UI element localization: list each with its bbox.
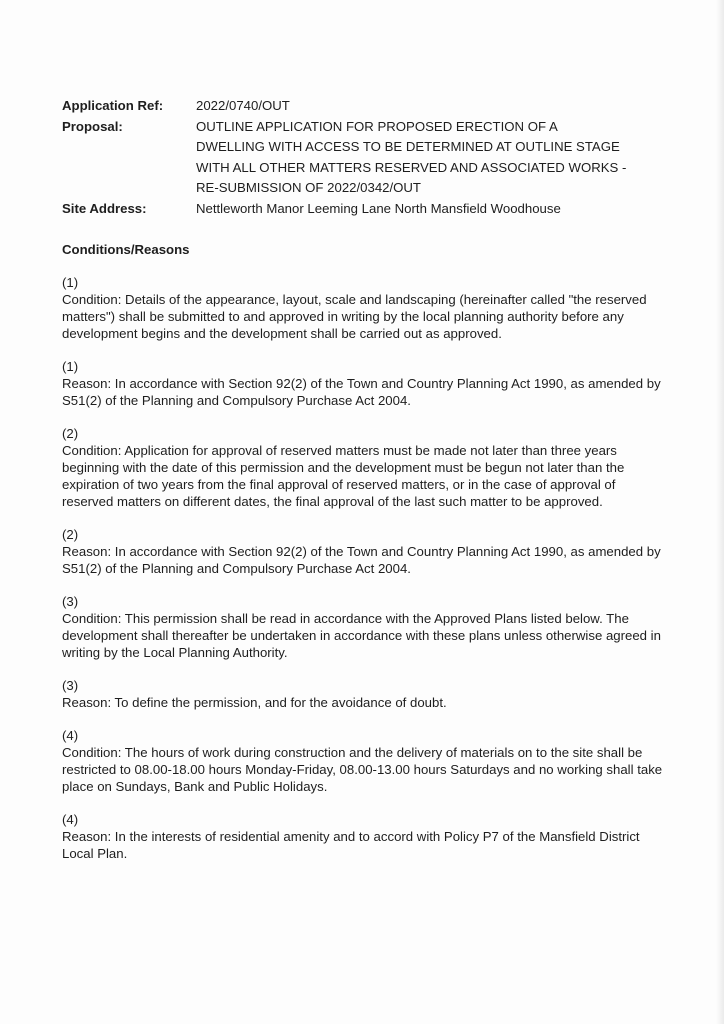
- condition-item: [62, 727, 664, 795]
- condition-item: [62, 358, 664, 409]
- header-field-value: 2022/0740/OUT: [196, 98, 290, 113]
- condition-text: Condition: The hours of work during construction and the delivery of materials on to the site shall be restricted to 08.00-18.00 hours Monday-Friday, 08.00-13.00 hours Saturdays and no working shall take place on Sundays, Bank and Public Holidays.: [62, 745, 663, 794]
- condition-number: (3): [62, 678, 79, 693]
- condition-item: [62, 677, 664, 711]
- condition-number: (2): [62, 426, 79, 441]
- condition-number: (4): [62, 728, 79, 743]
- condition-text: Reason: In accordance with Section 92(2) of the Town and Country Planning Act 1990, as amended by S51(2) of the Planning and Compulsory Purchase Act 2004.: [62, 376, 661, 408]
- condition-number: (4): [62, 812, 79, 827]
- condition-text: Reason: To define the permission, and for the avoidance of doubt.: [62, 695, 447, 710]
- header-field-label: Proposal:: [62, 118, 123, 134]
- condition-text: Reason: In accordance with Section 92(2) of the Town and Country Planning Act 1990, as amended by S51(2) of the Planning and Compulsory Purchase Act 2004.: [62, 544, 661, 576]
- header-field-label: Application Ref:: [62, 98, 164, 113]
- condition-text: Condition: Application for approval of reserved matters must be made not later than three years beginning with the date of this permission and the development must be begun not later than the expiration of two years from the final approval of reserved matters, or in the case of approval of reserved matters on different dates, the final approval of the last such matter to be approved.: [62, 443, 625, 509]
- header-field-row: [62, 199, 666, 220]
- condition-text: Condition: This permission shall be read in accordance with the Approved Plans listed below. The development shall thereafter be undertaken in accordance with these plans unless otherwise agreed in writing by the Local Planning Authority.: [62, 611, 661, 660]
- header-field-value: OUTLINE APPLICATION FOR PROPOSED ERECTION OF A DWELLING WITH ACCESS TO BE DETERMINED AT OUTLINE STAGE WITH ALL OTHER MATTERS RESERVED AND ASSOCIATED WORKS - RE-SUBMISSION OF 2022/0342/OUT: [196, 118, 627, 195]
- condition-item: [62, 425, 664, 510]
- condition-text: Condition: Details of the appearance, layout, scale and landscaping (hereinafter called "the reserved matters") shall be submitted to and approved in writing by the local planning authority before any development begins and the development shall be carried out as approved.: [62, 292, 647, 341]
- header-field-row: [62, 96, 666, 117]
- condition-number: (2): [62, 527, 79, 542]
- conditions-list: [62, 274, 666, 862]
- condition-number: (3): [62, 594, 79, 609]
- section-heading: Conditions/Reasons: [62, 242, 190, 257]
- condition-item: [62, 593, 664, 661]
- condition-item: [62, 274, 664, 342]
- condition-item: [62, 811, 664, 862]
- condition-item: [62, 526, 664, 577]
- condition-number: (1): [62, 359, 79, 374]
- application-header: [62, 96, 666, 219]
- condition-number: (1): [62, 275, 79, 290]
- header-field-label: Site Address:: [62, 200, 147, 216]
- header-field-row: [62, 117, 666, 199]
- condition-text: Reason: In the interests of residential amenity and to accord with Policy P7 of the Mansfield District Local Plan.: [62, 829, 640, 861]
- header-field-value: Nettleworth Manor Leeming Lane North Mansfield Woodhouse: [196, 200, 561, 216]
- scan-edge-artifact: [716, 0, 724, 1024]
